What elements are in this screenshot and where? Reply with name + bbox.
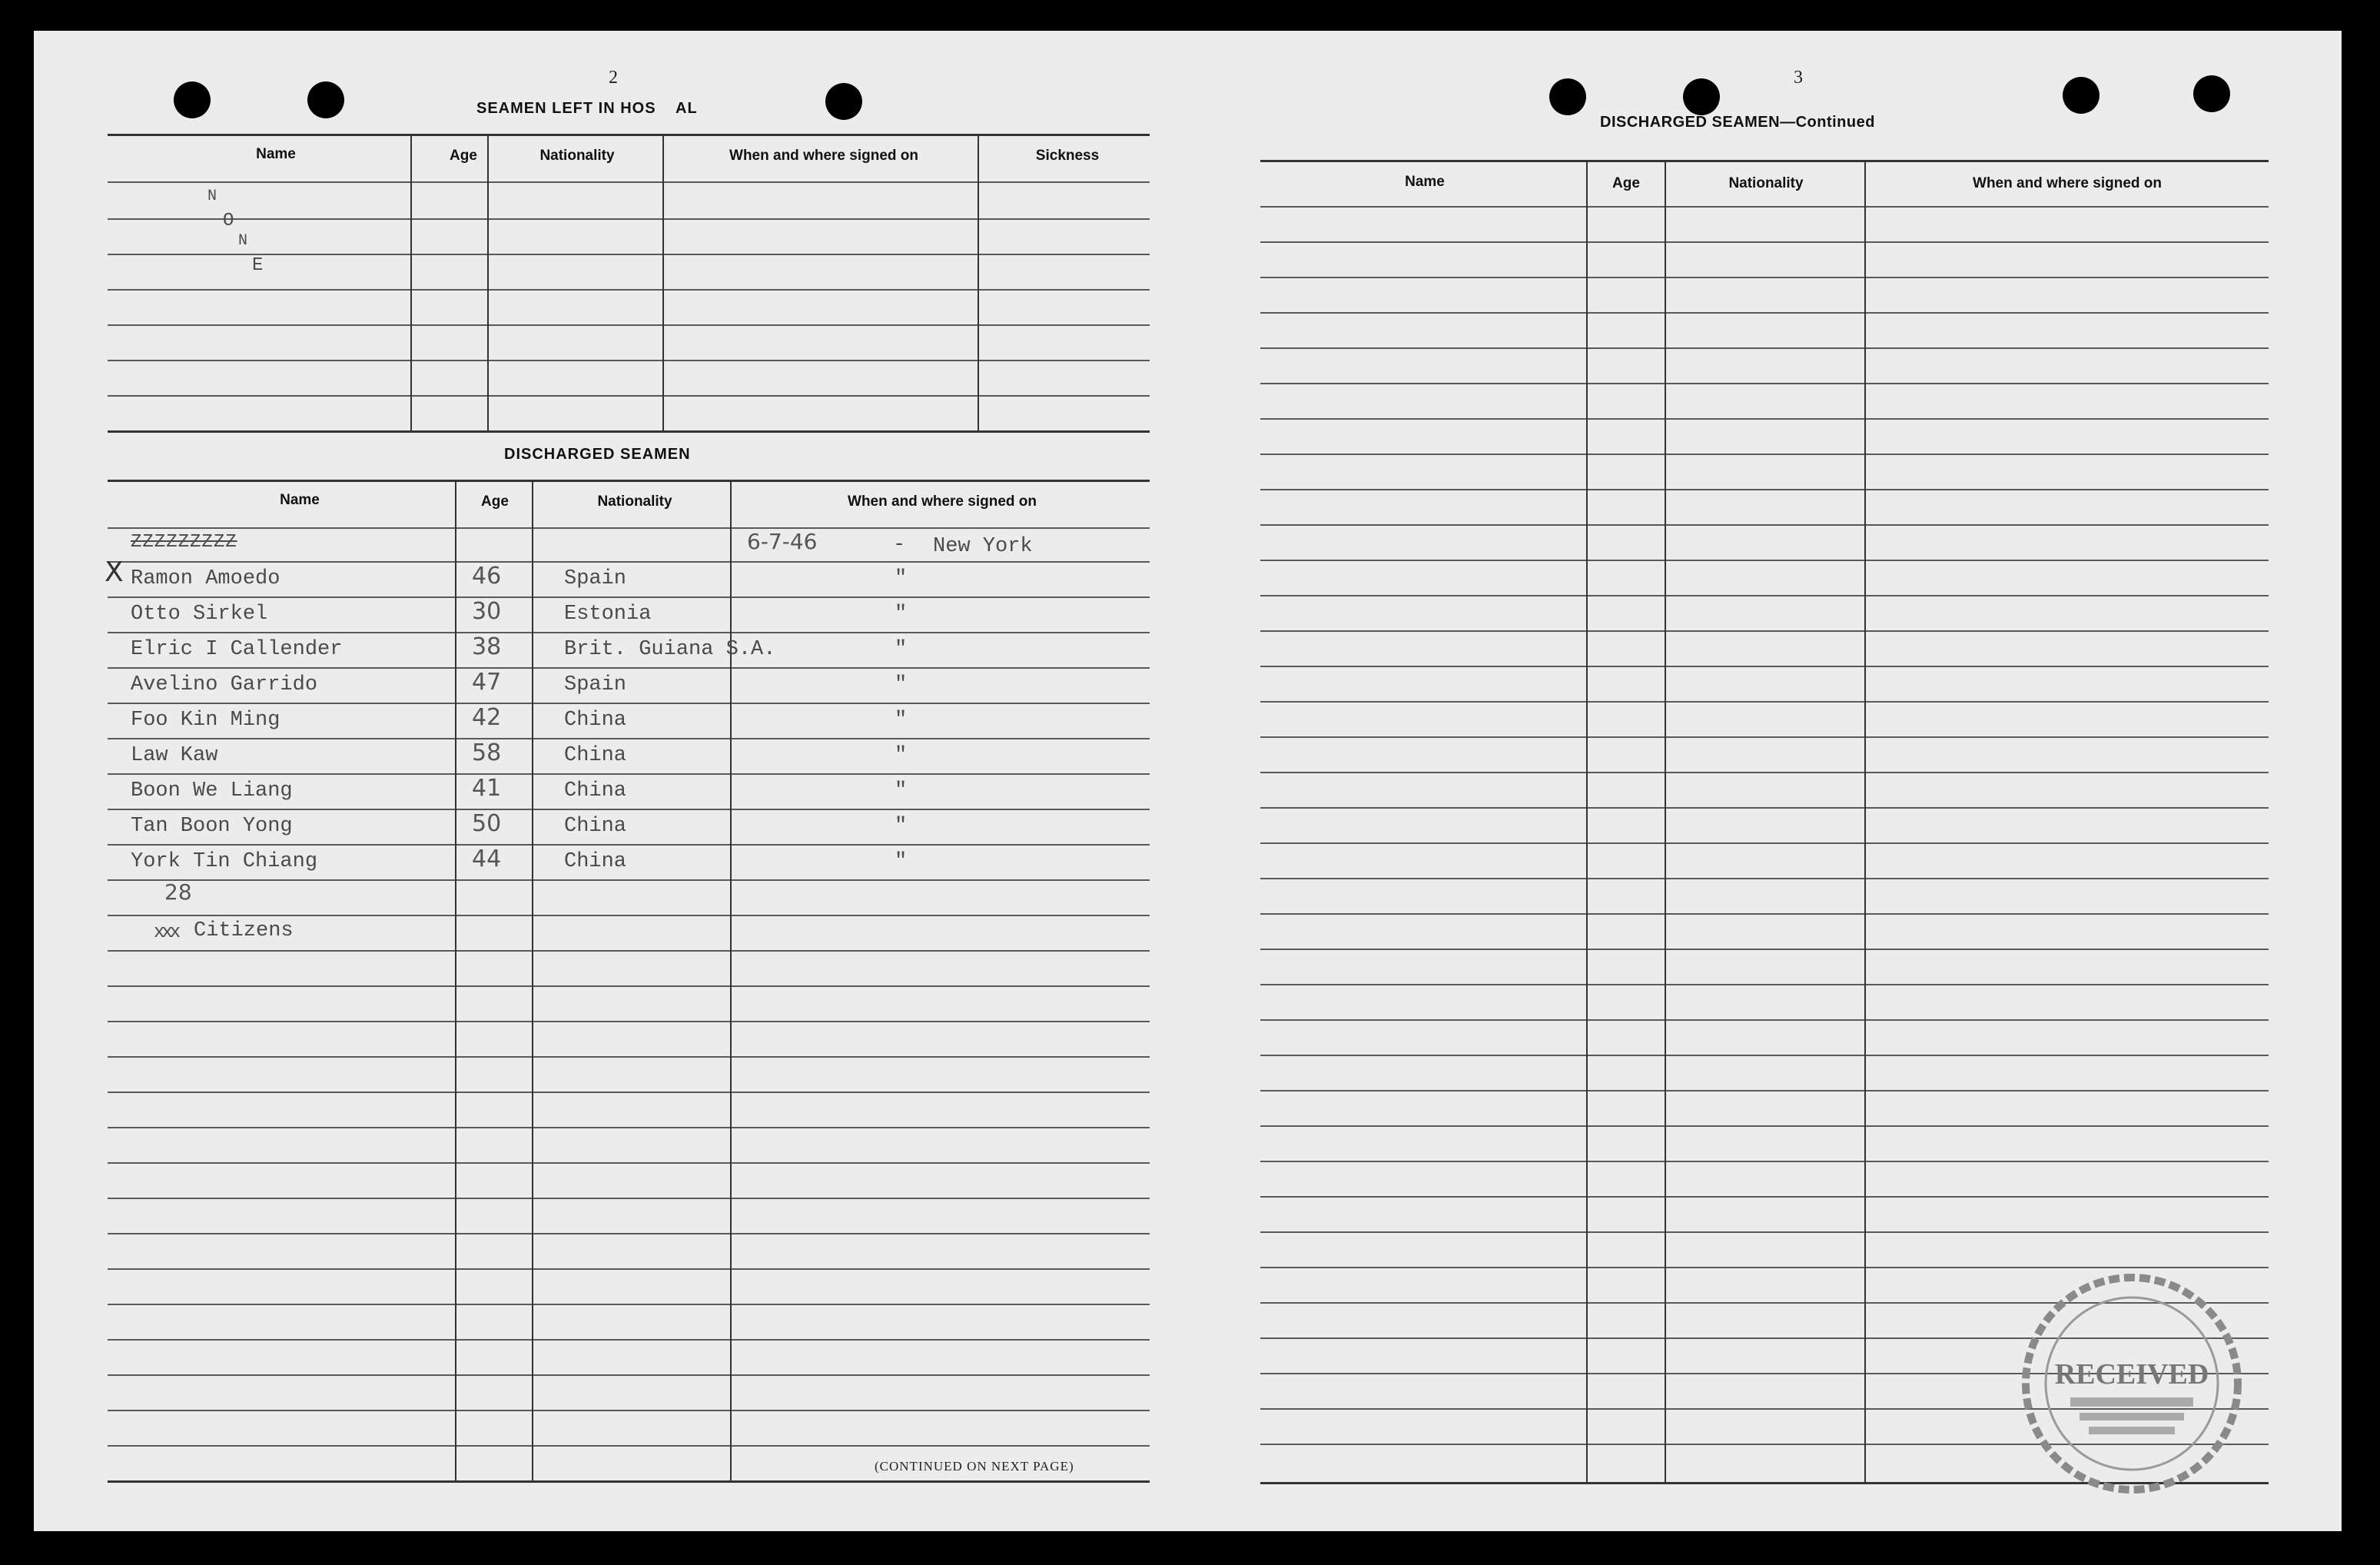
signed-on-ditto: " (895, 815, 908, 838)
col-header-name: Name (256, 146, 296, 162)
signed-on-ditto: " (895, 850, 908, 873)
seaman-nationality: Brit. Guiana S.A. (564, 638, 776, 661)
seaman-age: 44 (472, 846, 502, 872)
citizens-count: 28 (164, 879, 192, 905)
hospital-entry-letter: O (223, 211, 234, 231)
signed-on-ditto: " (895, 567, 908, 590)
seaman-name: Foo Kin Ming (131, 709, 280, 732)
signed-on-ditto: " (895, 744, 908, 767)
col-header-age: Age (481, 493, 509, 510)
col-header-nationality: Nationality (597, 493, 672, 510)
seaman-age: 30 (472, 598, 502, 625)
signed-on-place: New York (933, 535, 1033, 558)
seaman-name: Elric I Callender (131, 638, 343, 661)
struck-name: ZZZZZZZZZ (131, 532, 237, 553)
signed-on-ditto: " (895, 673, 908, 696)
col-header-sickness: Sickness (1035, 148, 1100, 164)
citizens-strike: xxx (154, 922, 178, 943)
hospital-section-title: SEAMEN LEFT IN HOS AL (476, 100, 698, 117)
seaman-nationality: Estonia (564, 603, 652, 626)
col-header-signed-on: When and where signed on (848, 493, 1037, 510)
discharged-section-title: DISCHARGED SEAMEN (504, 446, 691, 463)
signed-on-ditto: " (895, 709, 908, 732)
seaman-name: Avelino Garrido (131, 673, 318, 696)
document-sheet (34, 31, 2342, 1531)
seaman-name: Tan Boon Yong (131, 815, 293, 838)
seaman-nationality: China (564, 744, 627, 767)
seaman-nationality: Spain (564, 673, 627, 696)
seaman-name: Ramon Amoedo (131, 567, 280, 590)
seaman-age: 38 (472, 633, 502, 660)
check-mark: X (105, 557, 124, 588)
col-header-age: Age (450, 148, 477, 164)
seaman-nationality: China (564, 850, 627, 873)
signed-on-ditto: " (895, 638, 908, 661)
seaman-nationality: Spain (564, 567, 627, 590)
col-header-name: Name (1405, 174, 1445, 190)
signed-on-date: 6-7-46 (747, 529, 818, 554)
signed-on-dash: - (893, 533, 906, 557)
seaman-name: York Tin Chiang (131, 850, 318, 873)
discharged-continued-title: DISCHARGED SEAMEN—Continued (1600, 114, 1875, 131)
received-stamp (2017, 1268, 2247, 1499)
col-header-age: Age (1612, 175, 1640, 191)
col-header-signed-on: When and where signed on (729, 148, 918, 164)
stamp-label: RECEIVED (2054, 1358, 2209, 1391)
seaman-age: 42 (472, 704, 502, 731)
seaman-nationality: China (564, 815, 627, 838)
col-header-name: Name (280, 492, 320, 508)
hospital-entry-letter: N (238, 232, 248, 250)
page-number: 3 (1794, 68, 1803, 88)
seaman-age: 47 (472, 669, 502, 696)
hospital-entry-letter: N (207, 188, 217, 205)
col-header-nationality: Nationality (1728, 175, 1804, 191)
hospital-entry-letter: E (252, 255, 264, 276)
left-page (34, 31, 1187, 1531)
footer-note: (CONTINUED ON NEXT PAGE) (875, 1459, 1074, 1474)
seaman-name: Boon We Liang (131, 779, 293, 802)
seaman-name: Law Kaw (131, 744, 218, 767)
seaman-name: Otto Sirkel (131, 603, 268, 626)
seaman-age: 58 (472, 739, 502, 766)
seaman-age: 41 (472, 775, 502, 802)
citizens-label: Citizens (194, 919, 294, 942)
col-header-nationality: Nationality (539, 148, 615, 164)
seaman-age: 46 (472, 563, 502, 590)
signed-on-ditto: " (895, 603, 908, 626)
signed-on-ditto: " (895, 779, 908, 802)
col-header-signed-on: When and where signed on (1973, 175, 2162, 191)
page-number: 2 (609, 68, 618, 88)
seaman-age: 50 (472, 810, 502, 837)
seaman-nationality: China (564, 779, 627, 802)
seaman-nationality: China (564, 709, 627, 732)
